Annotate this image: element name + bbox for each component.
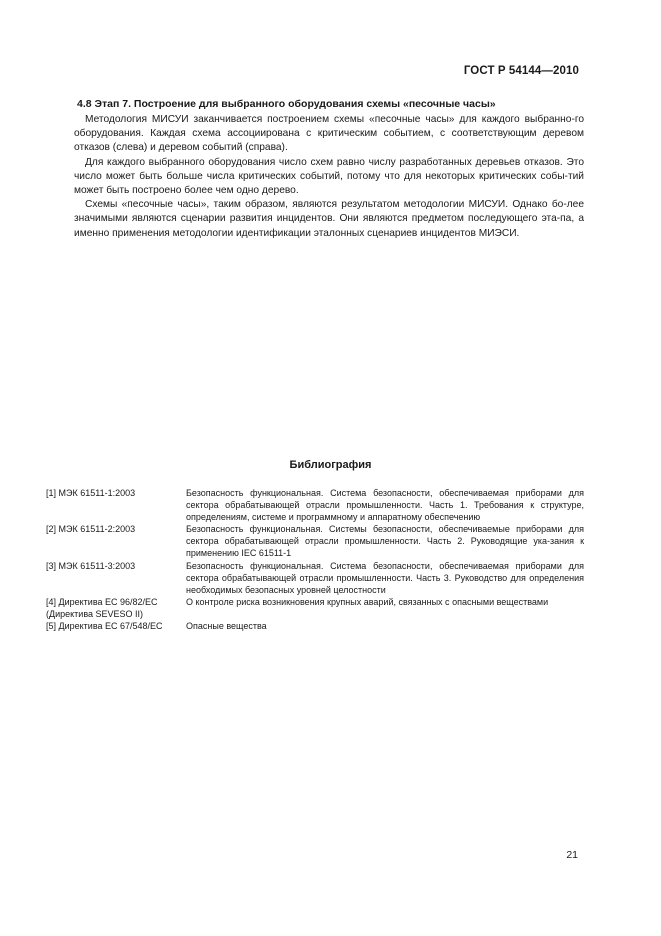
bibliography-ref: [4] Директива ЕС 96/82/ЕС (Директива SEVESO II) — [46, 596, 158, 619]
bibliography-item — [46, 487, 584, 523]
bibliography-desc: Безопасность функциональная. Система безопасности, обеспечиваемая приборами для сектора обрабатывающей отрасли промышленности. Часть 3. Руководство для определения необходимых безопасных уровней целостности — [186, 560, 584, 595]
bibliography-item — [46, 523, 584, 559]
bibliography-ref: [2] МЭК 61511-2:2003 — [46, 524, 136, 535]
bibliography-item — [46, 560, 584, 596]
bibliography-desc: Безопасность функциональная. Система безопасности, обеспечиваемая приборами для сектора обрабатывающей отрасли промышленности. Часть 1. Требования к структуре, определениям, системе и программному и аппаратному обеспечению — [186, 488, 584, 523]
standard-header: ГОСТ Р 54144—2010 — [463, 65, 579, 77]
section-title: 4.8 Этап 7. Построение для выбранного оборудования схемы «песочные часы» — [77, 98, 496, 110]
page-number: 21 — [566, 849, 578, 861]
bibliography-desc: Безопасность функциональная. Системы безопасности, обеспечиваемые приборами для сектора обрабатывающей отрасли промышленности. Часть 2. Руководящие ука-зания к применению IEC 61511-1 — [186, 524, 584, 559]
bibliography-item — [46, 596, 584, 620]
bibliography-ref: [1] МЭК 61511-1:2003 — [46, 488, 136, 498]
bibliography-ref: [3] МЭК 61511-3:2003 — [46, 560, 136, 571]
bibliography-desc: Опасные вещества — [186, 621, 267, 632]
bibliography-desc: О контроле риска возникновения крупных аварий, связанных с опасными веществами — [186, 596, 549, 607]
section-4-8 — [74, 97, 584, 241]
section-paragraph: Методология МИСУИ заканчивается построением схемы «песочные часы» для каждого выбранно-го оборудования. Каждая схема ассоциирована с критическим событием, с соответствующим деревом отказов (слева) и деревом событий (справа). — [74, 114, 584, 154]
bibliography-list — [46, 487, 584, 632]
bibliography-title: Библиография — [289, 459, 372, 471]
section-paragraph: Схемы «песочные часы», таким образом, являются результатом методологии МИСУИ. Однако бо-лее значимыми являются сценарии развития инцидентов. Они являются предметом последующего эта-па, а именно применения методологии идентификации эталонных сценариев инцидентов МИЭСИ. — [74, 199, 584, 239]
bibliography-ref: [5] Директива ЕС 67/548/ЕС — [46, 621, 163, 632]
section-paragraph: Для каждого выбранного оборудования число схем равно числу разработанных деревьев отказов. Это число может быть больше числа критических событий, потому что для некоторых критических собы-тий может быть построено более чем одно дерево. — [74, 156, 584, 197]
bibliography-item — [46, 620, 584, 632]
